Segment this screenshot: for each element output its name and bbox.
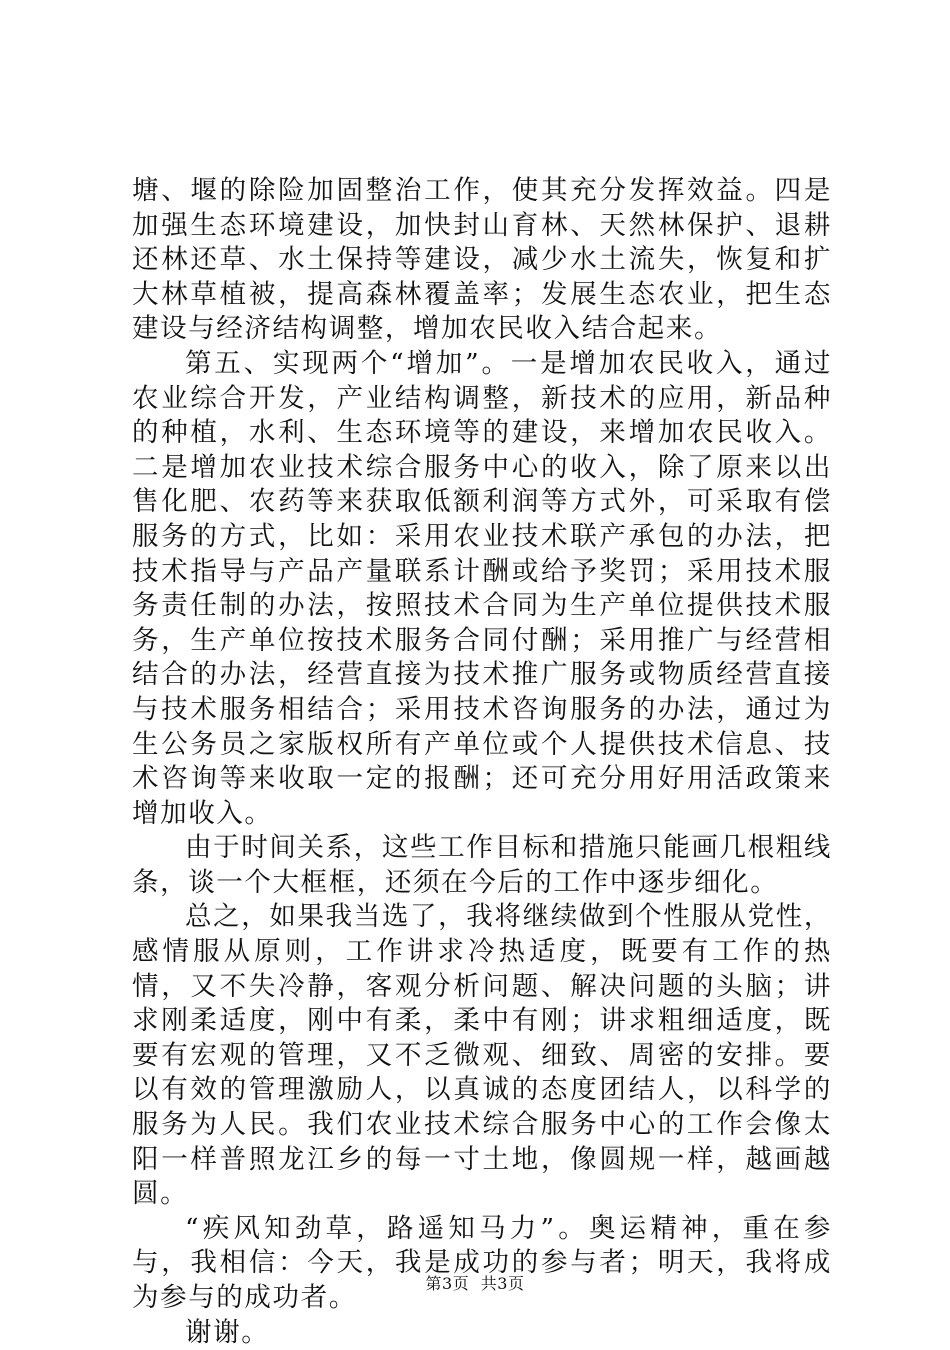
paragraph-continuation: 塘、堰的除险加固整治工作，使其充分发挥效益。四是加强生态环境建设，加快封山育林、天然林保护、退耕还林还草、水土保持等建设，减少水土流失，恢复和扩大林草植被，提高森林覆盖率；发展生态农业，把生态建设与经济结构调整，增加农民收入结合起来。	[132, 175, 832, 345]
page-footer	[0, 1271, 950, 1294]
paragraph-fifth-point: 第五、实现两个“增加”。一是增加农民收入，通过农业综合开发，产业结构调整，新技术的应用，新品种的种植，水利、生态环境等的建设，来增加农民收入。二是增加农业技术综合服务中心的收入，除了原来以出售化肥、农药等来获取低额利润等方式外，可采取有偿服务的方式，比如：采用农业技术联产承包的办法，把技术指导与产品产量联系计酬或给予奖罚；采用技术服务责任制的办法，按照技术合同为生产单位提供技术服务，生产单位按技术服务合同付酬；采用推广与经营相结合的办法，经营直接为技术推广服务或物质经营直接与技术服务相结合；采用技术咨询服务的办法，通过为生公务员之家版权所有产单位或个人提供技术信息、技术咨询等来收取一定的报酬；还可充分用好用活政策来增加收入。	[132, 347, 832, 829]
page-number: 第3页	[425, 1274, 470, 1293]
paragraph-thanks: 谢谢。	[185, 1316, 270, 1348]
page-total: 共3页	[480, 1274, 525, 1293]
paragraph-closing-quote: “疾风知劲草，路遥知马力”。奥运精神，重在参与，我相信：今天，我是成功的参与者；明天，我将成为参与的成功者。	[132, 1212, 832, 1313]
paragraph-time-note: 由于时间关系，这些工作目标和措施只能画几根粗线条，谈一个大框框，还须在今后的工作中逐步细化。	[132, 832, 832, 898]
paragraph-summary: 总之，如果我当选了，我将继续做到个性服从党性，感情服从原则，工作讲求冷热适度，既要有工作的热情，又不失冷静，客观分析问题、解决问题的头脑；讲求刚柔适度，刚中有柔，柔中有刚；讲求粗细适度，既要有宏观的管理，又不乏微观、细致、周密的安排。要以有效的管理激励人，以真诚的态度团结人，以科学的服务为人民。我们农业技术综合服务中心的工作会像太阳一样普照龙江乡的每一寸土地，像圆规一样，越画越圆。	[132, 901, 832, 1210]
document-body	[132, 174, 832, 1350]
